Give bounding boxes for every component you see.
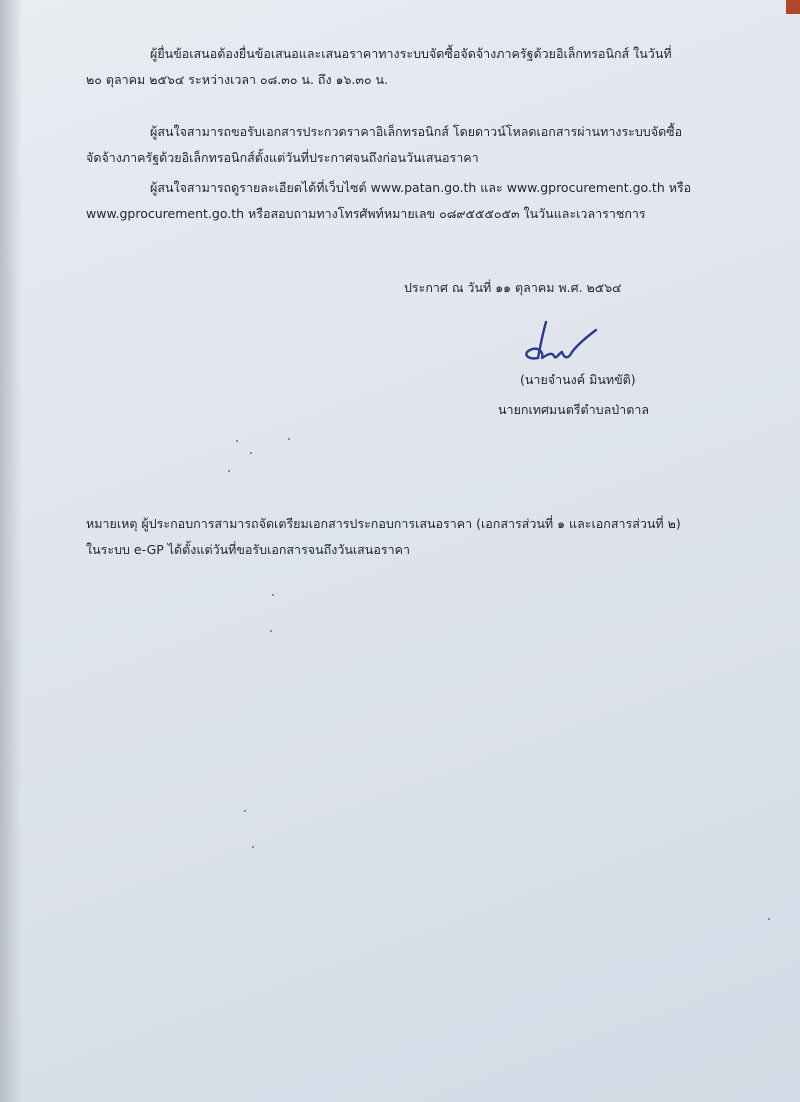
paper-speck bbox=[244, 810, 246, 812]
paragraph3-line2: www.gprocurement.go.th หรือสอบถามทางโทรศัพท์หมายเลข ๐๘๙๕๕๕๐๕๓ ในวันและเวลาราชการ bbox=[86, 206, 646, 221]
paper-speck bbox=[252, 846, 254, 848]
note-line2: ในระบบ e-GP ได้ตั้งแต่วันที่ขอรับเอกสารจนถึงวันเสนอราคา bbox=[86, 542, 410, 557]
paper-speck bbox=[288, 438, 290, 440]
paper-speck bbox=[270, 630, 272, 632]
paper-speck bbox=[236, 440, 238, 442]
paragraph2-line2: จัดจ้างภาครัฐด้วยอิเล็กทรอนิกส์ตั้งแต่วันที่ประกาศจนถึงก่อนวันเสนอราคา bbox=[86, 150, 479, 165]
background-corner bbox=[786, 0, 800, 14]
paper-speck bbox=[250, 452, 252, 454]
signature-image bbox=[518, 318, 608, 368]
signer-title: นายกเทศมนตรีตำบลป่าตาล bbox=[498, 402, 650, 417]
page-shadow bbox=[0, 0, 22, 1102]
paragraph1-line1: ผู้ยื่นข้อเสนอต้องยื่นข้อเสนอและเสนอราคาทางระบบจัดซื้อจัดจ้างภาครัฐด้วยอิเล็กทรอนิกส์ ในวันที่ bbox=[150, 46, 672, 61]
announcement-date: ประกาศ ณ วันที่ ๑๑ ตุลาคม พ.ศ. ๒๕๖๔ bbox=[404, 280, 622, 295]
paragraph1-line2: ๒๐ ตุลาคม ๒๕๖๔ ระหว่างเวลา ๐๘.๓๐ น. ถึง ๑๖.๓๐ น. bbox=[86, 72, 389, 87]
paper-speck bbox=[272, 594, 274, 596]
paper-speck bbox=[228, 470, 230, 472]
note-line1: หมายเหตุ ผู้ประกอบการสามารถจัดเตรียมเอกสารประกอบการเสนอราคา (เอกสารส่วนที่ ๑ และเอกสารส่วนที่ ๒) bbox=[86, 516, 681, 531]
paragraph3-line1: ผู้สนใจสามารถดูรายละเอียดได้ที่เว็บไซต์ www.patan.go.th และ www.gprocurement.go.th หรือ bbox=[150, 180, 692, 195]
paper-speck bbox=[768, 918, 770, 920]
paragraph2-line1: ผู้สนใจสามารถขอรับเอกสารประกวดราคาอิเล็กทรอนิกส์ โดยดาวน์โหลดเอกสารผ่านทางระบบจัดซื้อ bbox=[150, 124, 683, 139]
signer-name: (นายจำนงค์ มินทขัติ) bbox=[520, 372, 636, 387]
